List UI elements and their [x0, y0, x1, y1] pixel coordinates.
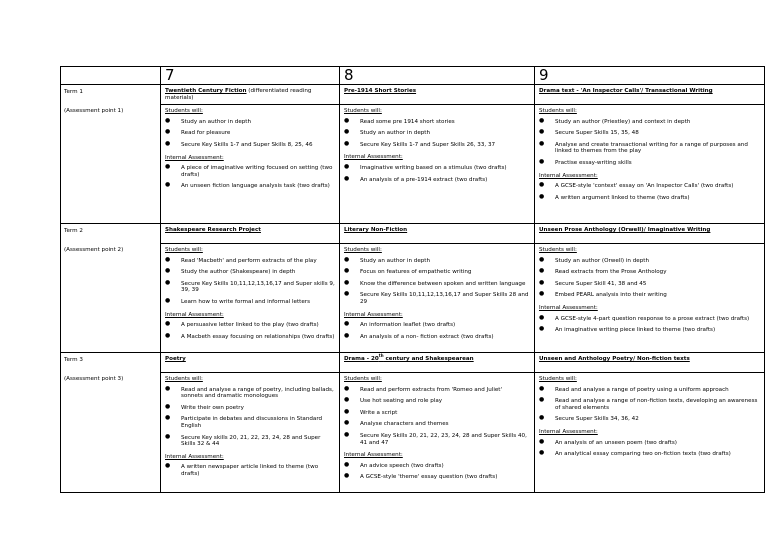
list-item: ● Read for pleasure [165, 130, 335, 137]
students-will-list [539, 258, 760, 299]
list-item: ● Study an author (Orwell) in depth [539, 258, 760, 265]
list-item: ● Study an author in depth [165, 119, 335, 126]
list-item: ● A GCSE-style 'context' essay on 'An Inspector Calls' (two drafts) [539, 183, 760, 190]
list-item: ● Study the author (Shakespeare) in depth [165, 269, 335, 276]
list-item: ● Study an author in depth [344, 258, 530, 265]
list-item: ● A GCSE-style 4-part question response to a prose extract (two drafts) [539, 316, 760, 323]
unit-title-part: Drama - 20 [344, 356, 379, 362]
list-item: ● Read and analyse a range of poetry, including ballads, sonnets and dramatic monologues [165, 387, 335, 400]
students-will-list [539, 387, 760, 423]
list-item: ● Write a script [344, 410, 530, 417]
unit-title-part: century and Shakespearean [383, 356, 474, 362]
unit-title-row [161, 356, 339, 373]
year-8-heading: 8 [340, 67, 535, 85]
unit-cell [161, 85, 340, 224]
students-will-label: Students will: [344, 376, 382, 382]
list-item: ● Read and perform extracts from 'Romeo and Juliet' [344, 387, 530, 394]
unit-title: Unseen Prose Anthology (Orwell)/ Imaginative Writing [539, 227, 711, 233]
assessment-list [165, 464, 335, 477]
list-item: ● Secure Super Skills 34, 36, 42 [539, 416, 760, 423]
list-item: ● An analysis of an unseen poem (two drafts) [539, 440, 760, 447]
assessment-point: (Assessment point 2) [64, 247, 124, 253]
list-item: ● Secure Super Skill 41, 38 and 45 [539, 281, 760, 288]
assessment-list [165, 322, 335, 340]
unit-cell [535, 224, 765, 353]
list-item: ● An analysis of a non- fiction extract (two drafts) [344, 334, 530, 341]
unit-title-row [535, 88, 764, 105]
list-item: ● Read 'Macbeth' and perform extracts of the play [165, 258, 335, 265]
list-item: ● Read some pre 1914 short stories [344, 119, 530, 126]
students-will-label: Students will: [165, 108, 203, 115]
unit-title-row [340, 353, 534, 373]
list-item: ● An imaginative writing piece linked to theme (two drafts) [539, 327, 760, 334]
list-item: ● A piece of imaginative writing focused on setting (two drafts) [165, 165, 335, 178]
list-item: ● Use hot seating and role play [344, 398, 530, 405]
students-will-list [165, 387, 335, 448]
students-will-label: Students will: [165, 376, 203, 382]
list-item: ● Secure Super Skills 15, 35, 48 [539, 130, 760, 137]
unit-cell [161, 224, 340, 353]
internal-assessment-label: Internal Assessment: [165, 453, 224, 460]
unit-title: Unseen and Anthology Poetry/ Non-fiction texts [539, 356, 690, 362]
list-item: ● An analytical essay comparing two on-fiction texts (two drafts) [539, 451, 760, 458]
list-item: ● Practise essay-writing skills [539, 160, 760, 167]
unit-title: Poetry [165, 356, 186, 362]
term-1-row [61, 85, 765, 224]
list-item: ● Analyse characters and themes [344, 421, 530, 428]
list-item: ● Read extracts from the Prose Anthology [539, 269, 760, 276]
term-3-row [61, 353, 765, 493]
assessment-point: (Assessment point 3) [64, 376, 124, 382]
students-will-list [344, 258, 530, 306]
internal-assessment-label: Internal Assessment: [344, 154, 403, 161]
unit-title-row [535, 227, 764, 244]
list-item: ● An unseen fiction language analysis task (two drafts) [165, 183, 335, 190]
term-2-cell [61, 224, 161, 353]
list-item: ● Focus on features of empathetic writing [344, 269, 530, 276]
list-item: ● A written newspaper article linked to theme (two drafts) [165, 464, 335, 477]
term-3-cell [61, 353, 161, 493]
internal-assessment-label: Internal Assessment: [344, 311, 403, 318]
list-item: ● Embed PEARL analysis into their writing [539, 292, 760, 299]
internal-assessment-label: Internal Assessment: [539, 428, 598, 435]
students-will-list [344, 119, 530, 149]
unit-title: Literary Non-Fiction [344, 227, 408, 233]
unit-title: Pre-1914 Short Stories [344, 88, 417, 94]
students-will-label: Students will: [165, 247, 203, 253]
term-label: Term 3 [64, 357, 83, 363]
term-label: Term 2 [64, 228, 83, 234]
list-item: ● An information leaflet (two drafts) [344, 322, 530, 329]
unit-title: Twentieth Century Fiction [165, 88, 247, 94]
list-item: ● Participate in debates and discussions in Standard English [165, 416, 335, 429]
unit-title-row [161, 227, 339, 244]
list-item: ● Secure Key Skills 10,11,12,13,16,17 and Super Skills 28 and 29 [344, 292, 530, 305]
list-item: ● Analyse and create transactional writing for a range of purposes and linked to themes from the play [539, 142, 760, 155]
list-item: ● Secure Key Skills 20, 21, 22, 23, 24, 28 and Super Skills 40, 41 and 47 [344, 433, 530, 446]
unit-cell [340, 224, 535, 353]
list-item: ● Write their own poetry [165, 405, 335, 412]
assessment-list [344, 322, 530, 340]
internal-assessment-label: Internal Assessment: [539, 172, 598, 179]
unit-cell [535, 353, 765, 493]
assessment-point: (Assessment point 1) [64, 108, 124, 114]
assessment-list [165, 165, 335, 190]
list-item: ● Secure Key skills 20, 21, 22, 23, 24, 28 and Super Skills 32 & 44 [165, 435, 335, 448]
unit-cell [161, 353, 340, 493]
unit-title: Shakespeare Research Project [165, 227, 261, 233]
list-item: ● Know the difference between spoken and written language [344, 281, 530, 288]
curriculum-table [60, 66, 765, 493]
assessment-list [539, 440, 760, 458]
list-item: ● Secure Key Skills 1-7 and Super Skills 26, 33, 37 [344, 142, 530, 149]
year-7-heading: 7 [161, 67, 340, 85]
term-2-row [61, 224, 765, 353]
unit-cell [535, 85, 765, 224]
students-will-list [165, 258, 335, 306]
list-item: ● An advice speech (two drafts) [344, 463, 530, 470]
list-item: ● A Macbeth essay focusing on relationships (two drafts) [165, 334, 335, 341]
list-item: ● Read and analyse a range of poetry using a uniform approach [539, 387, 760, 394]
year-9-heading: 9 [535, 67, 765, 85]
unit-title-note: (differentiated reading materials) [165, 88, 312, 101]
list-item: ● An analysis of a pre-1914 extract (two drafts) [344, 177, 530, 184]
unit-title-row [340, 88, 534, 105]
list-item: ● A persuasive letter linked to the play (two drafts) [165, 322, 335, 329]
internal-assessment-label: Internal Assessment: [539, 304, 598, 311]
internal-assessment-label: Internal Assessment: [165, 311, 224, 318]
unit-title [344, 353, 474, 362]
unit-title-row [535, 356, 764, 373]
list-item: ● Learn how to write formal and informal letters [165, 299, 335, 306]
assessment-list [344, 463, 530, 481]
students-will-list [344, 387, 530, 447]
list-item: ● Study an author (Priestley) and context in depth [539, 119, 760, 126]
list-item: ● Study an author in depth [344, 130, 530, 137]
unit-title-row [161, 88, 339, 105]
assessment-list [539, 316, 760, 334]
students-will-label: Students will: [539, 376, 577, 382]
unit-cell [340, 85, 535, 224]
unit-title: Drama text - 'An Inspector Calls'/ Transactional Writing [539, 88, 713, 94]
list-item: ● Imaginative writing based on a stimulus (two drafts) [344, 165, 530, 172]
unit-title-row [340, 227, 534, 244]
assessment-list [539, 183, 760, 201]
students-will-list [539, 119, 760, 167]
students-will-label: Students will: [539, 247, 577, 253]
assessment-list [344, 165, 530, 183]
year-header-row [61, 67, 765, 85]
list-item: ● A written argument linked to theme (two drafts) [539, 195, 760, 202]
students-will-label: Students will: [344, 247, 382, 253]
students-will-list [165, 119, 335, 149]
term-1-cell [61, 85, 161, 224]
list-item: ● Secure Key Skills 1-7 and Super Skills 8, 25, 46 [165, 142, 335, 149]
list-item: ● Secure Key Skills 10,11,12,13,16,17 and Super skills 9, 39, 39 [165, 281, 335, 294]
internal-assessment-label: Internal Assessment: [165, 154, 224, 161]
list-item: ● Read and analyse a range of non-fiction texts, developing an awareness of shared elements [539, 398, 760, 411]
list-item: ● A GCSE-style 'theme' essay question (two drafts) [344, 474, 530, 481]
unit-cell [340, 353, 535, 493]
students-will-label: Students will: [539, 108, 577, 114]
corner-cell [61, 67, 161, 85]
term-label: Term 1 [64, 89, 83, 95]
unit-title-superscript: th [378, 353, 384, 359]
internal-assessment-label: Internal Assessment: [344, 452, 403, 459]
students-will-label: Students will: [344, 108, 382, 114]
